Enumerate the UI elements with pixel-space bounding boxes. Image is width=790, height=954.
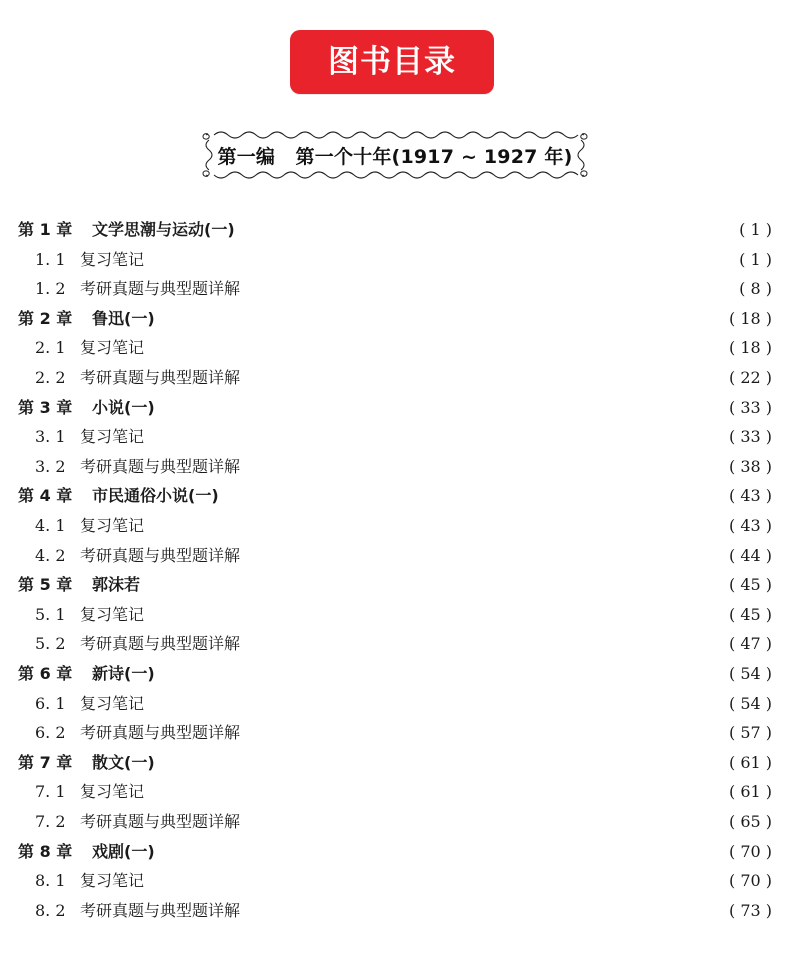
toc-chapter-row[interactable]	[0, 570, 790, 600]
section-number: 3. 1	[35, 427, 66, 447]
chapter-title: 鲁迅(一)	[92, 304, 163, 334]
chapter-number: 第 7 章	[18, 752, 73, 772]
toc-chapter-row[interactable]	[0, 659, 790, 689]
section-title: 复习笔记	[80, 689, 152, 719]
toc-title-leader	[80, 718, 720, 748]
toc-title-leader	[92, 659, 720, 689]
section-title: 考研真题与典型题详解	[80, 452, 248, 482]
dot-leader	[163, 393, 720, 423]
section-number: 2. 1	[35, 338, 66, 358]
section-title: 复习笔记	[80, 777, 152, 807]
toc-title-leader	[80, 866, 720, 896]
dot-leader	[248, 718, 720, 748]
toc-section-row[interactable]	[0, 689, 790, 719]
section-title: 复习笔记	[80, 422, 152, 452]
page-number: ( 70 )	[728, 841, 772, 861]
page-number: ( 45 )	[728, 575, 772, 595]
dot-leader	[152, 422, 720, 452]
page-number: ( 45 )	[728, 604, 772, 624]
dot-leader	[148, 570, 720, 600]
page-number: ( 61 )	[728, 782, 772, 802]
dot-leader	[248, 274, 720, 304]
section-number: 2. 2	[35, 368, 66, 387]
toc-title-leader	[92, 393, 720, 423]
section-title: 考研真题与典型题详解	[80, 807, 248, 837]
toc-chapter-row[interactable]	[0, 393, 790, 423]
page-number: ( 18 )	[728, 308, 772, 328]
dot-leader	[227, 481, 720, 511]
page-number: ( 70 )	[728, 871, 772, 891]
dot-leader	[248, 452, 720, 482]
dot-leader	[248, 629, 720, 659]
page-number: ( 73 )	[728, 900, 772, 920]
dot-leader	[152, 866, 720, 896]
chapter-number: 第 8 章	[18, 841, 73, 861]
page-number: ( 8 )	[739, 279, 772, 299]
chapter-number: 第 2 章	[18, 308, 73, 328]
page-number: ( 43 )	[728, 486, 772, 506]
toc-title-leader	[80, 541, 720, 571]
section-number: 4. 2	[35, 545, 66, 565]
page-number: ( 1 )	[739, 220, 772, 239]
toc-title-leader	[80, 452, 720, 482]
dot-leader	[163, 304, 720, 334]
page-number: ( 22 )	[728, 368, 772, 387]
section-title: 复习笔记	[80, 511, 152, 541]
toc-chapter-row[interactable]	[0, 837, 790, 867]
page-number: ( 54 )	[728, 664, 772, 683]
page-number: ( 33 )	[728, 427, 772, 447]
section-number: 6. 1	[35, 693, 66, 713]
section-number: 5. 2	[35, 634, 66, 654]
dot-leader	[248, 807, 720, 837]
toc-chapter-row[interactable]	[0, 304, 790, 334]
toc-title-leader	[92, 481, 720, 511]
section-number: 6. 2	[35, 723, 66, 743]
toc-title-leader	[80, 777, 720, 807]
page-number: ( 18 )	[728, 338, 772, 358]
toc-title-leader	[80, 363, 720, 393]
page-number: ( 47 )	[728, 634, 772, 654]
dot-leader	[163, 659, 720, 689]
page-number: ( 38 )	[728, 456, 772, 476]
section-number: 7. 1	[35, 782, 66, 802]
section-title: 考研真题与典型题详解	[80, 541, 248, 571]
dot-leader	[152, 511, 720, 541]
chapter-number: 第 4 章	[18, 486, 73, 506]
chapter-number: 第 3 章	[18, 397, 73, 417]
section-number: 8. 2	[35, 900, 66, 920]
toc-title-leader	[92, 215, 720, 245]
toc-section-row[interactable]	[0, 511, 790, 541]
section-title: 考研真题与典型题详解	[80, 896, 248, 926]
dot-leader	[243, 215, 720, 245]
chapter-title: 戏剧(一)	[92, 837, 163, 867]
toc-title-leader	[80, 245, 720, 275]
page-number: ( 44 )	[728, 545, 772, 565]
page-title-badge	[290, 30, 494, 94]
section-number: 4. 1	[35, 516, 66, 535]
page-number: ( 33 )	[728, 397, 772, 417]
toc-title-leader	[80, 422, 720, 452]
dot-leader	[152, 600, 720, 630]
chapter-title: 郭沫若	[92, 570, 148, 600]
dot-leader	[163, 748, 720, 778]
toc-title-leader	[80, 896, 720, 926]
toc-section-row[interactable]	[0, 807, 790, 837]
toc-section-row[interactable]	[0, 866, 790, 896]
toc-section-row[interactable]	[0, 541, 790, 571]
toc-section-row[interactable]	[0, 600, 790, 630]
dot-leader	[152, 777, 720, 807]
toc-section-row[interactable]	[0, 422, 790, 452]
toc-title-leader	[80, 274, 720, 304]
toc-title-leader	[80, 333, 720, 363]
section-number: 5. 1	[35, 604, 66, 624]
section-title: 考研真题与典型题详解	[80, 274, 248, 304]
section-number: 3. 2	[35, 456, 66, 476]
toc-section-row[interactable]	[0, 333, 790, 363]
toc-section-row[interactable]	[0, 629, 790, 659]
section-title: 考研真题与典型题详解	[80, 718, 248, 748]
toc-section-row[interactable]	[0, 452, 790, 482]
toc-chapter-row[interactable]	[0, 481, 790, 511]
chapter-title: 市民通俗小说(一)	[92, 481, 227, 511]
chapter-number: 第 5 章	[18, 575, 73, 595]
toc-title-leader	[80, 511, 720, 541]
section-number: 1. 2	[35, 279, 66, 299]
section-title: 考研真题与典型题详解	[80, 629, 248, 659]
page-title: 图书目录	[328, 43, 456, 80]
toc-title-leader	[80, 600, 720, 630]
chapter-title: 文学思潮与运动(一)	[92, 215, 243, 245]
toc-chapter-row[interactable]	[0, 215, 790, 245]
section-title: 复习笔记	[80, 245, 152, 275]
toc-section-row[interactable]	[0, 363, 790, 393]
toc-section-row[interactable]	[0, 274, 790, 304]
chapter-title: 小说(一)	[92, 393, 163, 423]
toc-title-leader	[92, 304, 720, 334]
part-title: 第一编 第一个十年(1917 ~ 1927 年)	[217, 145, 573, 168]
section-title: 复习笔记	[80, 600, 152, 630]
chapter-title: 散文(一)	[92, 748, 163, 778]
section-title: 考研真题与典型题详解	[80, 363, 248, 393]
page-number: ( 65 )	[728, 812, 772, 831]
page-number: ( 43 )	[728, 516, 772, 535]
toc-title-leader	[80, 807, 720, 837]
dot-leader	[152, 333, 720, 363]
page-number: ( 57 )	[728, 723, 772, 743]
dot-leader	[152, 245, 720, 275]
page-number: ( 54 )	[728, 693, 772, 713]
toc-chapter-row[interactable]	[0, 748, 790, 778]
dot-leader	[248, 896, 720, 926]
toc-title-leader	[92, 837, 720, 867]
chapter-number: 第 6 章	[18, 664, 73, 683]
toc-section-row[interactable]	[0, 245, 790, 275]
toc-section-row[interactable]	[0, 718, 790, 748]
part-heading-frame	[198, 124, 592, 186]
toc-title-leader	[80, 689, 720, 719]
toc-title-leader	[92, 748, 720, 778]
dot-leader	[163, 837, 720, 867]
dot-leader	[248, 541, 720, 571]
page-number: ( 1 )	[739, 249, 772, 269]
chapter-title: 新诗(一)	[92, 659, 163, 689]
toc-section-row[interactable]	[0, 896, 790, 926]
page-number: ( 61 )	[728, 752, 772, 772]
section-title: 复习笔记	[80, 333, 152, 363]
toc-section-row[interactable]	[0, 777, 790, 807]
section-number: 8. 1	[35, 871, 66, 891]
dot-leader	[152, 689, 720, 719]
chapter-number: 第 1 章	[18, 220, 73, 239]
toc-title-leader	[92, 570, 720, 600]
toc-title-leader	[80, 629, 720, 659]
dot-leader	[248, 363, 720, 393]
section-number: 7. 2	[35, 812, 66, 831]
section-number: 1. 1	[35, 249, 66, 269]
section-title: 复习笔记	[80, 866, 152, 896]
